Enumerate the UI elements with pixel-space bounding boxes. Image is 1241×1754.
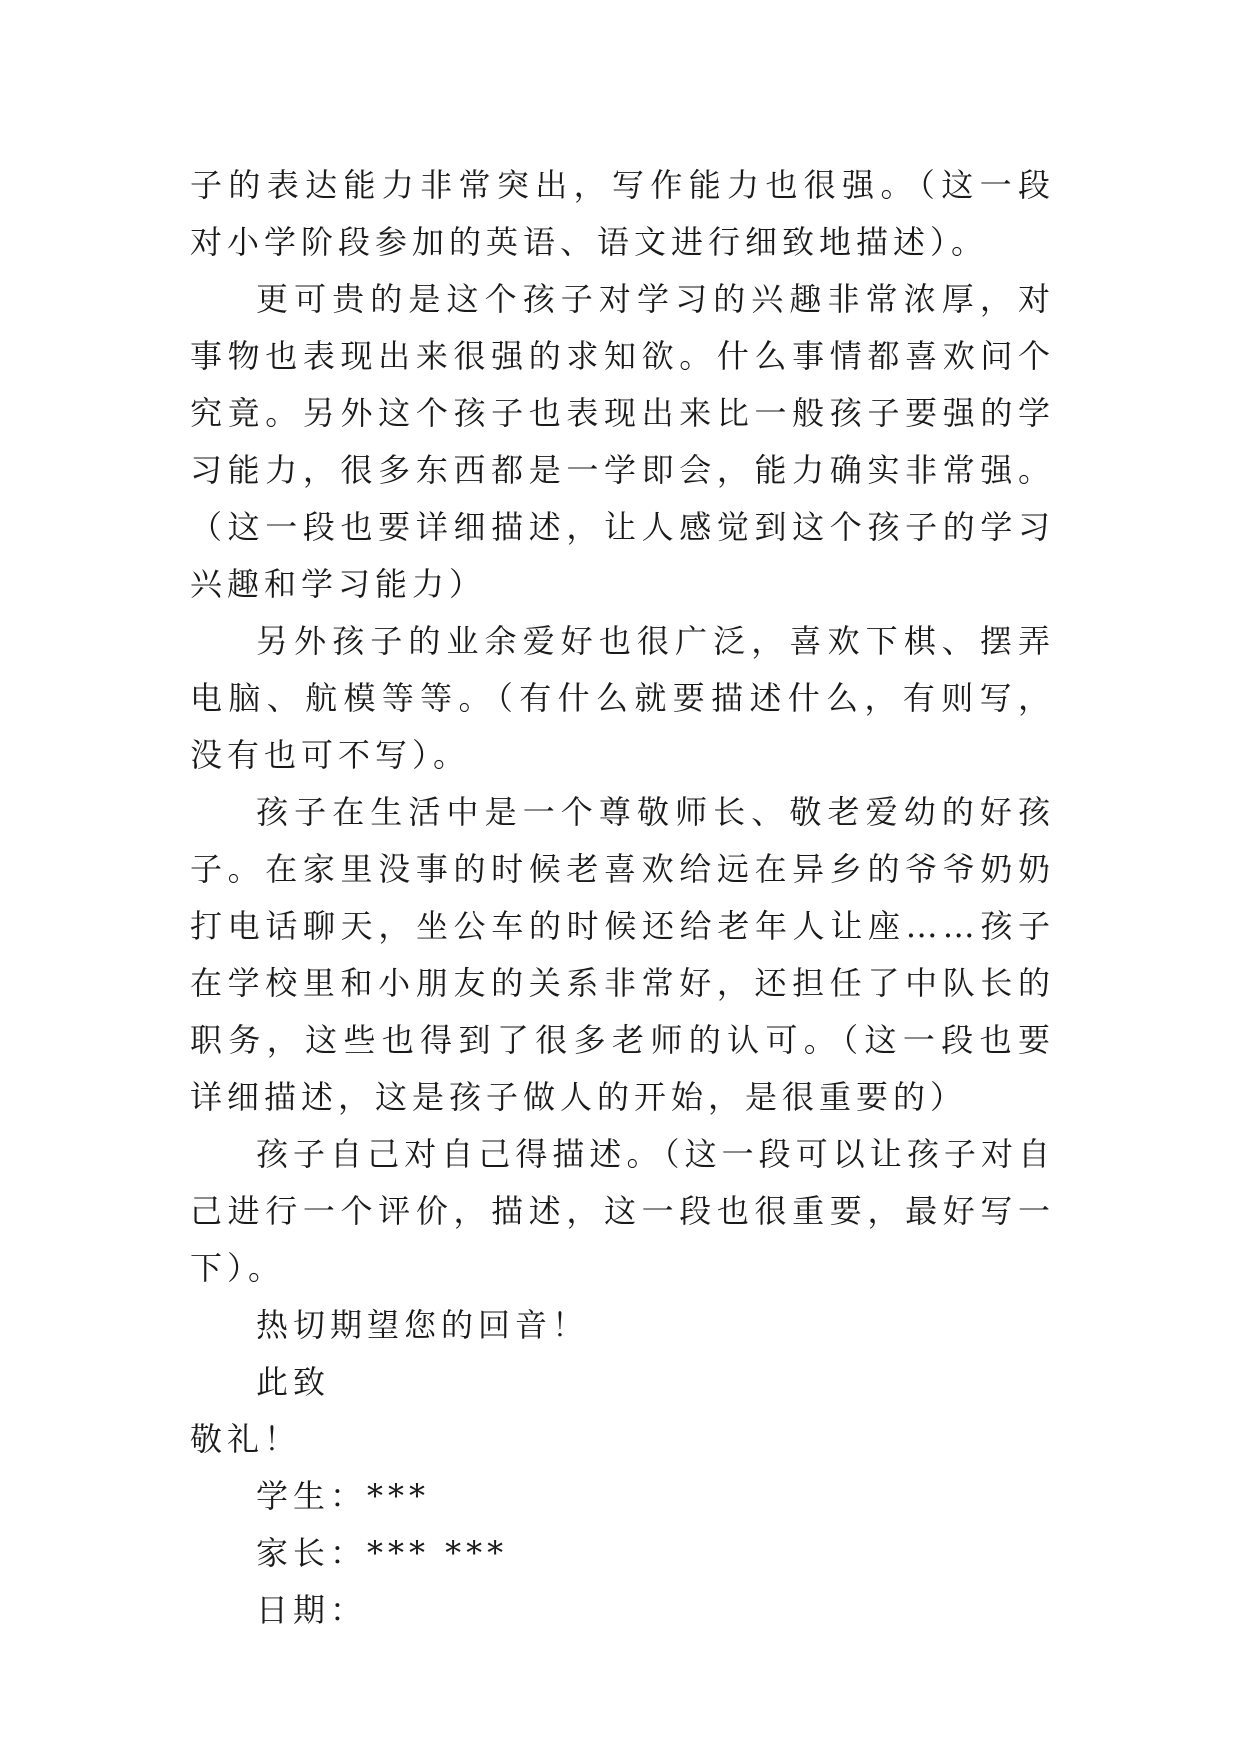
letter-body	[190, 157, 1055, 1639]
signature-parent: 家长：*** ***	[256, 1534, 509, 1572]
signature-student: 学生：***	[256, 1477, 431, 1515]
paragraph-hobbies: 另外孩子的业余爱好也很广泛，喜欢下棋、摆弄电脑、航模等等。（有什么就要描述什么，有则写，没有也可不写）。	[190, 622, 1055, 774]
paragraph-closing-wish: 热切期望您的回音！	[256, 1306, 590, 1344]
paragraph-self-description: 孩子自己对自己得描述。（这一段可以让孩子对自己进行一个评价，描述，这一段也很重要，最好写一下）。	[190, 1135, 1055, 1287]
paragraph-expression-ability: 子的表达能力非常突出，写作能力也很强。（这一段对小学阶段参加的英语、语文进行细致地描述）。	[190, 166, 1055, 261]
signature-date: 日期：	[256, 1591, 368, 1629]
paragraph-learning-interest: 更可贵的是这个孩子对学习的兴趣非常浓厚，对事物也表现出来很强的求知欲。什么事情都喜欢问个究竟。另外这个孩子也表现出来比一般孩子要强的学习能力，很多东西都是一学即会，能力确实非常强。（这一段也要详细描述，让人感觉到这个孩子的学习兴趣和学习能力）	[190, 280, 1055, 603]
paragraph-daily-life: 孩子在生活中是一个尊敬师长、敬老爱幼的好孩子。在家里没事的时候老喜欢给远在异乡的爷爷奶奶打电话聊天，坐公车的时候还给老年人让座……孩子在学校里和小朋友的关系非常好，还担任了中队长的职务，这些也得到了很多老师的认可。（这一段也要详细描述，这是孩子做人的开始，是很重要的）	[190, 793, 1055, 1116]
paragraph-salutation-close: 敬礼！	[190, 1420, 302, 1458]
paragraph-salutation-open: 此致	[256, 1363, 331, 1401]
